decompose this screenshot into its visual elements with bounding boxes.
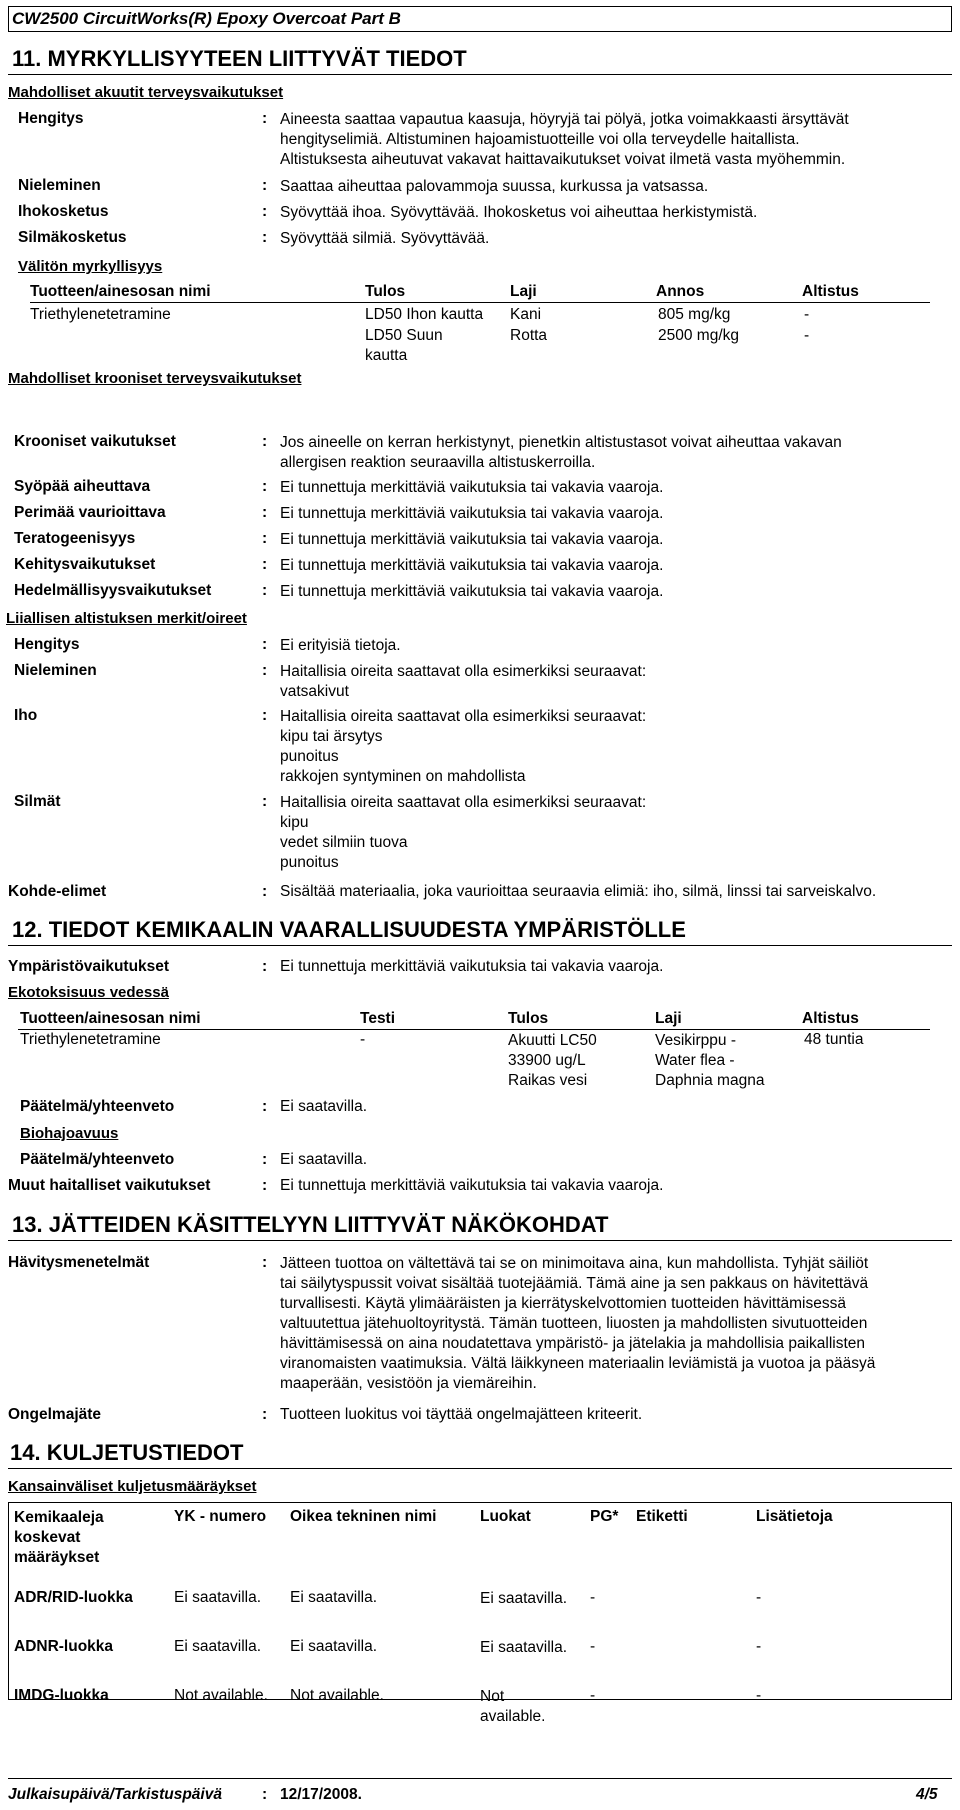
transport-un-number: Not available.	[174, 1687, 268, 1704]
aq-laji-line: Daphnia magna	[655, 1072, 765, 1089]
th-pg: PG*	[590, 1508, 619, 1525]
table-border	[8, 1502, 9, 1700]
text-line: kipu tai ärsytys	[280, 728, 383, 745]
disposal-line: hävittämisessä on aina noudatettava ympäristö- ja jätelakia ja mahdollisia paikallisten	[280, 1335, 866, 1352]
text-line: allergisen reaktion seuraavilla altistuskerroilla.	[280, 454, 596, 471]
section-13-title: 13. JÄTTEIDEN KÄSITTELYYN LIITTYVÄT NÄKÖKOHDAT	[12, 1212, 609, 1237]
text-line: punoitus	[280, 748, 339, 765]
text-line: Aineesta saattaa vapautua kaasuja, höyryjä tai pölyä, jotka voimakkaasti ärsyttävät	[280, 111, 849, 128]
section-rule	[8, 74, 952, 75]
conclusion-label: Päätelmä/yhteenveto	[20, 1151, 175, 1168]
class-line: Ei saatavilla.	[480, 1590, 568, 1607]
text-line: punoitus	[280, 854, 339, 871]
aq-col-testi: Testi	[360, 1010, 396, 1027]
other-effects-label: Muut haitalliset vaikutukset	[8, 1177, 211, 1194]
text-line: Haitallisia oireita saattavat olla esimerkiksi seuraavat:	[280, 708, 647, 725]
tox-cell: 805 mg/kg	[658, 306, 731, 323]
colon: :	[262, 793, 268, 810]
aq-tulos-line: Raikas vesi	[508, 1072, 588, 1089]
document-title: CW2500 CircuitWorks(R) Epoxy Overcoat Part B	[12, 9, 401, 28]
section-rule	[8, 945, 952, 946]
aq-laji-line: Water flea -	[655, 1052, 735, 1069]
row-label: Nieleminen	[14, 662, 97, 679]
table-border	[8, 1502, 952, 1503]
colon: :	[262, 110, 268, 127]
text-line: Syövyttää silmiä. Syövyttävää.	[280, 230, 490, 247]
row-text	[280, 556, 663, 576]
page-number: 4/5	[916, 1786, 938, 1803]
table-border	[951, 1502, 952, 1700]
colon: :	[262, 582, 268, 599]
transport-class	[480, 1687, 546, 1727]
th-line: määräykset	[14, 1549, 100, 1566]
text-line: Syövyttää ihoa. Syövyttävää. Ihokosketus voi aiheuttaa herkistymistä.	[280, 204, 758, 221]
aq-laji-line: Vesikirppu -	[655, 1032, 736, 1049]
text-line: Haitallisia oireita saattavat olla esimerkiksi seuraavat:	[280, 794, 647, 811]
th-proper-name: Oikea tekninen nimi	[290, 1508, 437, 1525]
section-rule	[8, 1468, 952, 1469]
tox-cell: 2500 mg/kg	[658, 327, 739, 344]
colon: :	[262, 662, 268, 679]
row-text	[280, 110, 849, 170]
colon: :	[262, 1786, 268, 1803]
row-label: Silmät	[14, 793, 61, 810]
colon: :	[262, 556, 268, 573]
row-text	[280, 636, 401, 656]
colon: :	[262, 530, 268, 547]
aq-col-name: Tuotteen/ainesosan nimi	[20, 1010, 201, 1027]
colon: :	[262, 636, 268, 653]
aq-header-rule	[18, 1029, 930, 1030]
colon: :	[262, 1177, 268, 1194]
row-text	[280, 203, 757, 223]
target-organs-label: Kohde-elimet	[8, 883, 107, 900]
chronic-heading: Mahdolliset krooniset terveysvaikutukset	[8, 370, 302, 387]
th-regulation	[14, 1508, 104, 1568]
row-text	[280, 662, 646, 702]
transport-pg: -	[590, 1687, 596, 1704]
tox-cell: Rotta	[510, 327, 548, 344]
colon: :	[262, 1406, 268, 1423]
class-line: available.	[480, 1708, 546, 1725]
intl-transport-heading: Kansainväliset kuljetusmääräykset	[8, 1478, 257, 1495]
colon: :	[262, 478, 268, 495]
tox-cell: LD50 Ihon kautta	[365, 306, 484, 323]
row-text	[280, 793, 646, 873]
tox-col-tulos: Tulos	[365, 283, 406, 300]
disposal-line: valtuutettua jätehuoltoyritystä. Tämän tuotteen, liuosten ja mahdollisten sivutuotteiden	[280, 1315, 868, 1332]
th-line: koskevat	[14, 1529, 81, 1546]
disposal-label: Hävitysmenetelmät	[8, 1254, 150, 1271]
tox-col-laji: Laji	[510, 283, 537, 300]
colon: :	[262, 1098, 268, 1115]
row-text	[280, 229, 489, 249]
row-label: Hedelmällisyysvaikutukset	[14, 582, 212, 599]
colon: :	[262, 707, 268, 724]
disposal-line: maaperään, vesistöön ja viemäreihin.	[280, 1375, 537, 1392]
text-line: Ei tunnettuja merkittäviä vaikutuksia tai vakavia vaaroja.	[280, 531, 664, 548]
th-line: Kemikaaleja	[14, 1509, 104, 1526]
th-additional: Lisätietoja	[756, 1508, 833, 1525]
colon: :	[262, 1151, 268, 1168]
th-label: Etiketti	[636, 1508, 688, 1525]
biodegradability-heading: Biohajoavuus	[20, 1125, 119, 1142]
tox-cell: kautta	[365, 347, 408, 364]
tox-header-rule	[30, 302, 930, 303]
class-line: Ei saatavilla.	[480, 1639, 568, 1656]
row-label: Krooniset vaikutukset	[14, 433, 176, 450]
hazardous-waste-label: Ongelmajäte	[8, 1406, 102, 1423]
th-un-number: YK - numero	[174, 1508, 267, 1525]
text-line: Ei tunnettuja merkittäviä vaikutuksia tai vakavia vaaroja.	[280, 583, 664, 600]
tox-substance: Triethylenetetramine	[30, 306, 171, 323]
aq-col-laji: Laji	[655, 1010, 682, 1027]
env-effects-text: Ei tunnettuja merkittäviä vaikutuksia tai vakavia vaaroja.	[280, 958, 664, 975]
row-label: Iho	[14, 707, 38, 724]
disposal-line: Jätteen tuottoa on vältettävä tai se on minimoitava aina, kun mahdollista. Tyhjät säiliöt	[280, 1255, 869, 1272]
row-text	[280, 504, 663, 524]
aq-cell: 48 tuntia	[804, 1031, 864, 1048]
text-line: vatsakivut	[280, 683, 349, 700]
disposal-text	[280, 1254, 875, 1394]
target-organs-text: Sisältää materiaalia, joka vaurioittaa seuraavia elimiä: iho, silmä, linssi tai sarveiskalvo.	[280, 883, 877, 900]
footer-date: 12/17/2008.	[280, 1786, 362, 1803]
transport-label: -	[756, 1638, 762, 1655]
transport-label: -	[756, 1687, 762, 1704]
row-text	[280, 530, 663, 550]
aq-cell	[655, 1031, 764, 1091]
row-text	[280, 478, 663, 498]
text-line: Ei erityisiä tietoja.	[280, 637, 401, 654]
text-line: Jos aineelle on kerran herkistynyt, pienetkin altistustasot voivat aiheuttaa vakavan	[280, 434, 842, 451]
transport-proper-name: Ei saatavilla.	[290, 1638, 378, 1655]
aq-cell: -	[360, 1031, 366, 1048]
other-effects-text: Ei tunnettuja merkittäviä vaikutuksia tai vakavia vaaroja.	[280, 1177, 664, 1194]
th-class: Luokat	[480, 1508, 531, 1525]
aq-col-tulos: Tulos	[508, 1010, 549, 1027]
text-line: Saattaa aiheuttaa palovammoja suussa, kurkussa ja vatsassa.	[280, 178, 709, 195]
transport-pg: -	[590, 1589, 596, 1606]
aquatic-heading: Ekotoksisuus vedessä	[8, 984, 169, 1001]
section-12-title: 12. TIEDOT KEMIKAALIN VAARALLISUUDESTA YMPÄRISTÖLLE	[12, 917, 686, 942]
transport-proper-name: Not available.	[290, 1687, 384, 1704]
colon: :	[262, 883, 268, 900]
row-label: Teratogeenisyys	[14, 530, 136, 547]
transport-proper-name: Ei saatavilla.	[290, 1589, 378, 1606]
row-label: Kehitysvaikutukset	[14, 556, 156, 573]
footer-rule	[8, 1778, 952, 1779]
tox-cell: LD50 Suun	[365, 327, 443, 344]
row-label: Hengitys	[18, 110, 84, 127]
text-line: vedet silmiin tuova	[280, 834, 408, 851]
text-line: rakkojen syntyminen on mahdollista	[280, 768, 526, 785]
transport-regulation: ADNR-luokka	[14, 1638, 114, 1655]
overexposure-heading: Liiallisen altistuksen merkit/oireet	[6, 610, 247, 627]
text-line: kipu	[280, 814, 309, 831]
tox-col-altistus: Altistus	[802, 283, 859, 300]
section-14-title: 14. KULJETUSTIEDOT	[10, 1440, 244, 1465]
transport-un-number: Ei saatavilla.	[174, 1589, 262, 1606]
colon: :	[262, 504, 268, 521]
row-text	[280, 707, 646, 787]
transport-regulation: IMDG-luokka	[14, 1687, 109, 1704]
aq-cell	[508, 1031, 597, 1091]
text-line: Ei tunnettuja merkittäviä vaikutuksia tai vakavia vaaroja.	[280, 505, 664, 522]
conclusion-text: Ei saatavilla.	[280, 1098, 368, 1115]
colon: :	[262, 433, 268, 450]
tox-cell: Kani	[510, 306, 542, 323]
aq-tulos-line: Akuutti LC50	[508, 1032, 597, 1049]
text-line: hengityselimiä. Altistuminen hajoamistuotteille voi olla terveydelle haitallista.	[280, 131, 800, 148]
row-text	[280, 177, 708, 197]
colon: :	[262, 1254, 268, 1271]
section-rule	[8, 1240, 952, 1241]
hazardous-waste-text: Tuotteen luokitus voi täyttää ongelmajätteen kriteerit.	[280, 1406, 643, 1423]
tox-col-name: Tuotteen/ainesosan nimi	[30, 283, 211, 300]
aq-substance: Triethylenetetramine	[20, 1031, 161, 1048]
transport-regulation: ADR/RID-luokka	[14, 1589, 133, 1606]
tox-col-annos: Annos	[656, 283, 705, 300]
section-11-title: 11. MYRKYLLISYYTEEN LIITTYVÄT TIEDOT	[12, 46, 467, 71]
disposal-line: viranomaisten vaatimuksia. Vältä läikkyneen materiaalin leviämistä ja vuotoa ja pääsyä	[280, 1355, 876, 1372]
immediate-heading: Välitön myrkyllisyys	[18, 258, 163, 275]
row-text	[280, 433, 842, 473]
class-line: Not	[480, 1688, 505, 1705]
text-line: Haitallisia oireita saattavat olla esimerkiksi seuraavat:	[280, 663, 647, 680]
colon: :	[262, 958, 268, 975]
transport-un-number: Ei saatavilla.	[174, 1638, 262, 1655]
aq-col-altistus: Altistus	[802, 1010, 859, 1027]
text-line: Ei tunnettuja merkittäviä vaikutuksia tai vakavia vaaroja.	[280, 557, 664, 574]
transport-class	[480, 1589, 567, 1609]
colon: :	[262, 229, 268, 246]
text-line: Ei tunnettuja merkittäviä vaikutuksia tai vakavia vaaroja.	[280, 479, 664, 496]
transport-pg: -	[590, 1638, 596, 1655]
footer-date-label: Julkaisupäivä/Tarkistuspäivä	[8, 1786, 222, 1803]
conclusion-text: Ei saatavilla.	[280, 1151, 368, 1168]
row-label: Ihokosketus	[18, 203, 109, 220]
row-label: Syöpää aiheuttava	[14, 478, 151, 495]
row-label: Nieleminen	[18, 177, 101, 194]
row-text	[280, 582, 663, 602]
row-label: Silmäkosketus	[18, 229, 127, 246]
conclusion-label: Päätelmä/yhteenveto	[20, 1098, 175, 1115]
row-label: Hengitys	[14, 636, 80, 653]
transport-class	[480, 1638, 567, 1658]
row-label: Perimää vaurioittava	[14, 504, 166, 521]
aq-tulos-line: 33900 ug/L	[508, 1052, 586, 1069]
acute-heading: Mahdolliset akuutit terveysvaikutukset	[8, 84, 284, 101]
colon: :	[262, 203, 268, 220]
env-effects-label: Ympäristövaikutukset	[8, 958, 170, 975]
tox-cell: -	[804, 306, 810, 323]
transport-label: -	[756, 1589, 762, 1606]
tox-cell: -	[804, 327, 810, 344]
disposal-line: turvallisesti. Käytä ylimääräisten ja kierrätyskelvottomien tuotteiden hävittämisessä	[280, 1295, 846, 1312]
disposal-line: tai säilytyspussit voivat sisältää tuotejäämiä. Tämä aine ja sen pakkaus on hävitettävä	[280, 1275, 869, 1292]
colon: :	[262, 177, 268, 194]
text-line: Altistuksesta aiheutuvat vakavat haittavaikutukset voivat ilmetä vasta myöhemmin.	[280, 151, 846, 168]
